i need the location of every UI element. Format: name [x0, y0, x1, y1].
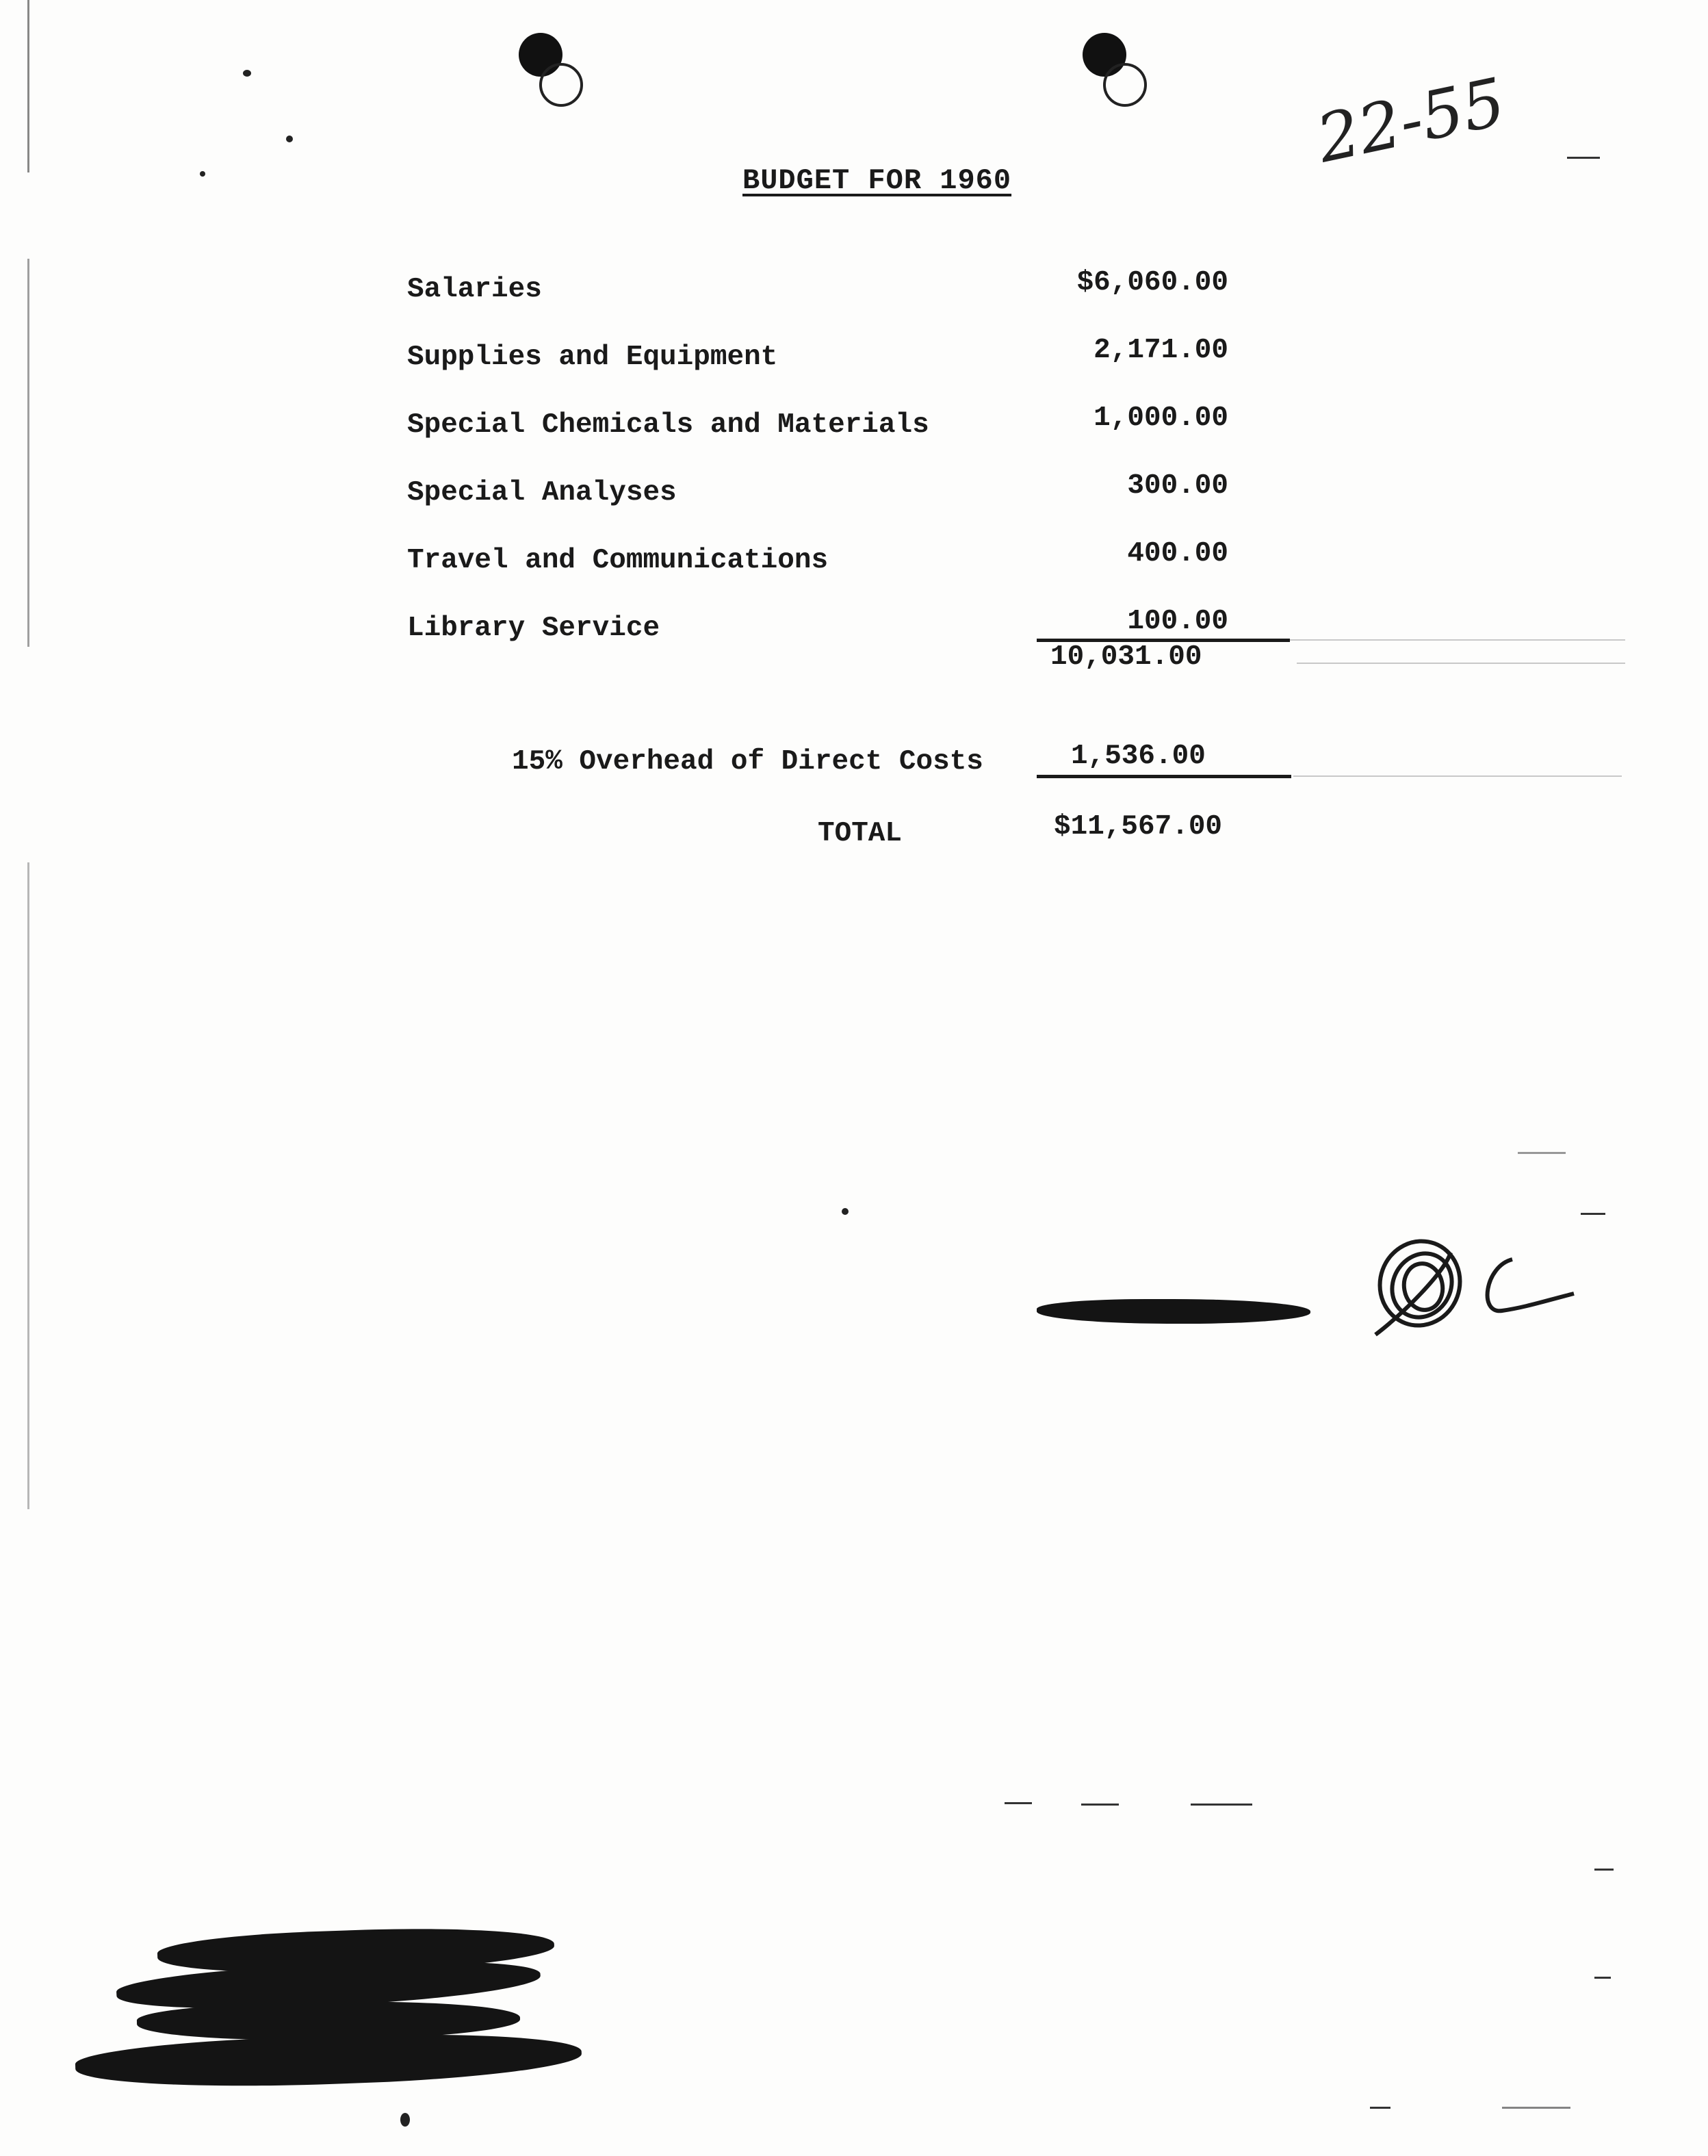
- line-item: [407, 267, 1228, 335]
- line-item-amount: 2,171.00: [1094, 335, 1228, 366]
- scan-dash: [1518, 1152, 1566, 1154]
- faint-rule: [1293, 775, 1622, 777]
- line-item-label: Special Analyses: [407, 477, 677, 509]
- line-item-label: Travel and Communications: [407, 545, 829, 576]
- punch-ring-right: [1103, 63, 1147, 107]
- scan-dash: [1191, 1804, 1252, 1806]
- scan-speck: [400, 2113, 410, 2127]
- scan-dash: [1594, 1869, 1614, 1871]
- faint-rule: [1290, 639, 1625, 641]
- signature-scribble: [1362, 1232, 1588, 1348]
- scan-speck: [286, 136, 293, 142]
- line-item-amount: 100.00: [1127, 606, 1228, 637]
- line-item-amount: 400.00: [1127, 538, 1228, 569]
- redaction-mark: [1037, 1299, 1310, 1324]
- line-item-label: Special Chemicals and Materials: [407, 409, 929, 441]
- subtotal-amount: 10,031.00: [1050, 641, 1202, 673]
- scan-speck: [243, 70, 251, 77]
- line-item-amount: 1,000.00: [1094, 402, 1228, 434]
- line-item-amount: 300.00: [1127, 470, 1228, 502]
- scan-dash: [1005, 1802, 1032, 1804]
- scan-speck: [200, 171, 205, 177]
- line-item: [407, 470, 1228, 538]
- line-item-label: Supplies and Equipment: [407, 342, 778, 373]
- scan-dash: [1567, 157, 1600, 159]
- overhead-label: 15% Overhead of Direct Costs: [512, 746, 983, 778]
- redaction-mark: [75, 2027, 582, 2093]
- scan-dash: [1081, 1804, 1119, 1806]
- line-item-amount: $6,060.00: [1076, 267, 1228, 298]
- line-item-label: Salaries: [407, 274, 542, 305]
- scan-speck: [842, 1208, 849, 1215]
- scan-dash: [1594, 1977, 1611, 1979]
- document-title: BUDGET FOR 1960: [742, 164, 1012, 197]
- handwritten-note: 22-55: [1310, 63, 1512, 178]
- line-item: [407, 335, 1228, 402]
- punch-ring-left: [539, 63, 583, 107]
- overhead-amount: 1,536.00: [1071, 741, 1206, 772]
- faint-rule: [1297, 663, 1625, 664]
- scan-dash: [1502, 2107, 1570, 2109]
- total-label: TOTAL: [818, 818, 903, 849]
- budget-line-items: [407, 267, 1228, 673]
- line-item: [407, 402, 1228, 470]
- line-item: [407, 538, 1228, 606]
- overhead-rule: [1037, 775, 1291, 778]
- line-item-label: Library Service: [407, 613, 660, 644]
- page-edge-shadow: [27, 0, 29, 2156]
- scan-dash: [1581, 1213, 1605, 1215]
- total-amount: $11,567.00: [1054, 811, 1223, 843]
- scan-dash: [1370, 2107, 1390, 2109]
